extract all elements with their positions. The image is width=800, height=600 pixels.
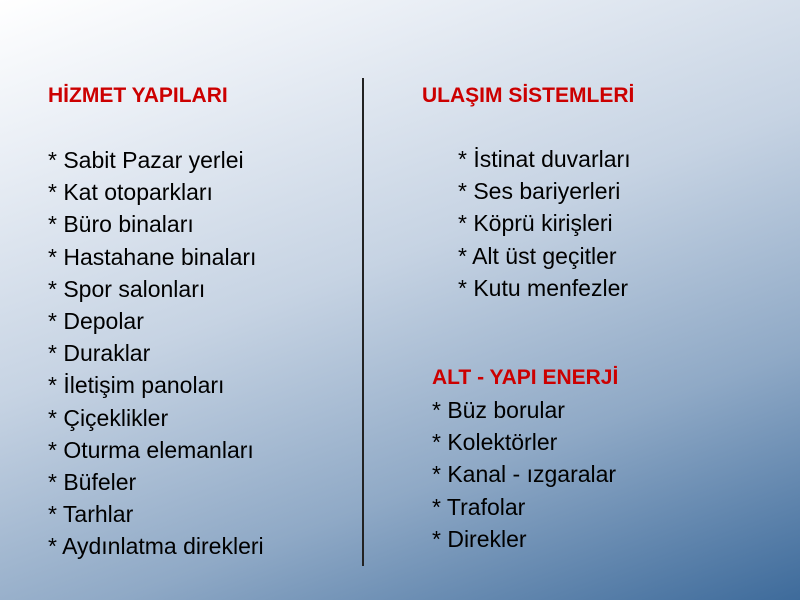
- list-item: * İletişim panoları: [48, 372, 225, 399]
- column-divider: [362, 78, 364, 566]
- list-item: * Ses bariyerleri: [458, 178, 621, 205]
- list-item: * Alt üst geçitler: [458, 242, 617, 269]
- list-item: * Duraklar: [48, 340, 151, 367]
- list-item: * Kanal - ızgaralar: [432, 461, 617, 488]
- alt-yapi-enerji-heading: ALT - YAPI ENERJİ: [432, 366, 619, 389]
- hizmet-yapilari-heading: HİZMET YAPILARI: [48, 84, 228, 107]
- list-item: * Büfeler: [48, 469, 137, 496]
- list-item: * Kutu menfezler: [458, 274, 629, 301]
- list-item: * Hastahane binaları: [48, 243, 257, 270]
- list-item: * Büro binaları: [48, 211, 194, 238]
- list-item: * İstinat duvarları: [458, 146, 631, 172]
- list-item: * Tarhlar: [48, 501, 134, 528]
- list-item: * Trafolar: [432, 493, 526, 520]
- list-item: * Spor salonları: [48, 275, 206, 302]
- alt-yapi-enerji-list: [432, 394, 616, 555]
- list-item: * Kat otoparkları: [48, 179, 213, 206]
- list-item: * Depolar: [48, 308, 144, 335]
- ulasim-sistemleri-list: [458, 143, 631, 304]
- list-item: * Çiçeklikler: [48, 404, 169, 431]
- list-item: * Direkler: [432, 525, 527, 552]
- hizmet-yapilari-list: [48, 144, 264, 563]
- list-item: * Sabit Pazar yerlei: [48, 147, 244, 173]
- list-item: * Aydınlatma direkleri: [48, 533, 264, 560]
- list-item: * Büz borular: [432, 397, 565, 423]
- list-item: * Kolektörler: [432, 429, 558, 456]
- ulasim-sistemleri-heading: ULAŞIM SİSTEMLERİ: [422, 84, 635, 107]
- list-item: * Oturma elemanları: [48, 436, 254, 463]
- list-item: * Köprü kirişleri: [458, 210, 613, 237]
